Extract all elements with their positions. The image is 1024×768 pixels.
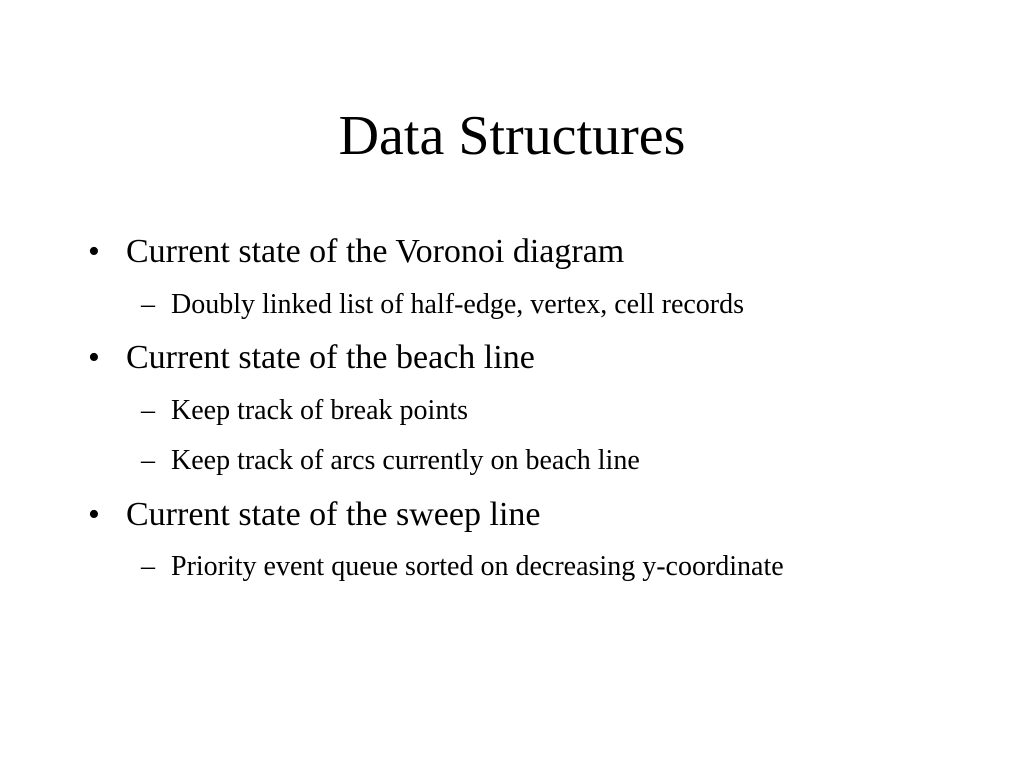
sub-bullet-text: Priority event queue sorted on decreasing y-coordinate [171, 551, 784, 582]
bullet-text: Current state of the beach line [126, 339, 535, 376]
bullet-item [88, 232, 625, 272]
dash-icon: – [141, 551, 155, 582]
bullet-item [88, 338, 535, 378]
bullet-item [88, 495, 541, 535]
dash-icon: – [141, 289, 155, 320]
bullet-icon: • [88, 339, 100, 376]
bullet-text: Current state of the sweep line [126, 496, 541, 533]
bullet-icon: • [88, 496, 100, 533]
slide-title: Data Structures [338, 105, 686, 167]
bullet-text: Current state of the Voronoi diagram [126, 233, 625, 270]
dash-icon: – [141, 445, 155, 476]
bullet-icon: • [88, 233, 100, 270]
dash-icon: – [141, 395, 155, 426]
sub-bullet-item [141, 444, 640, 478]
sub-bullet-item [141, 550, 784, 584]
sub-bullet-text: Keep track of arcs currently on beach line [171, 445, 640, 476]
sub-bullet-text: Keep track of break points [171, 395, 468, 426]
sub-bullet-item [141, 288, 745, 322]
sub-bullet-text: Doubly linked list of half-edge, vertex, cell records [171, 289, 745, 320]
sub-bullet-item [141, 394, 468, 428]
